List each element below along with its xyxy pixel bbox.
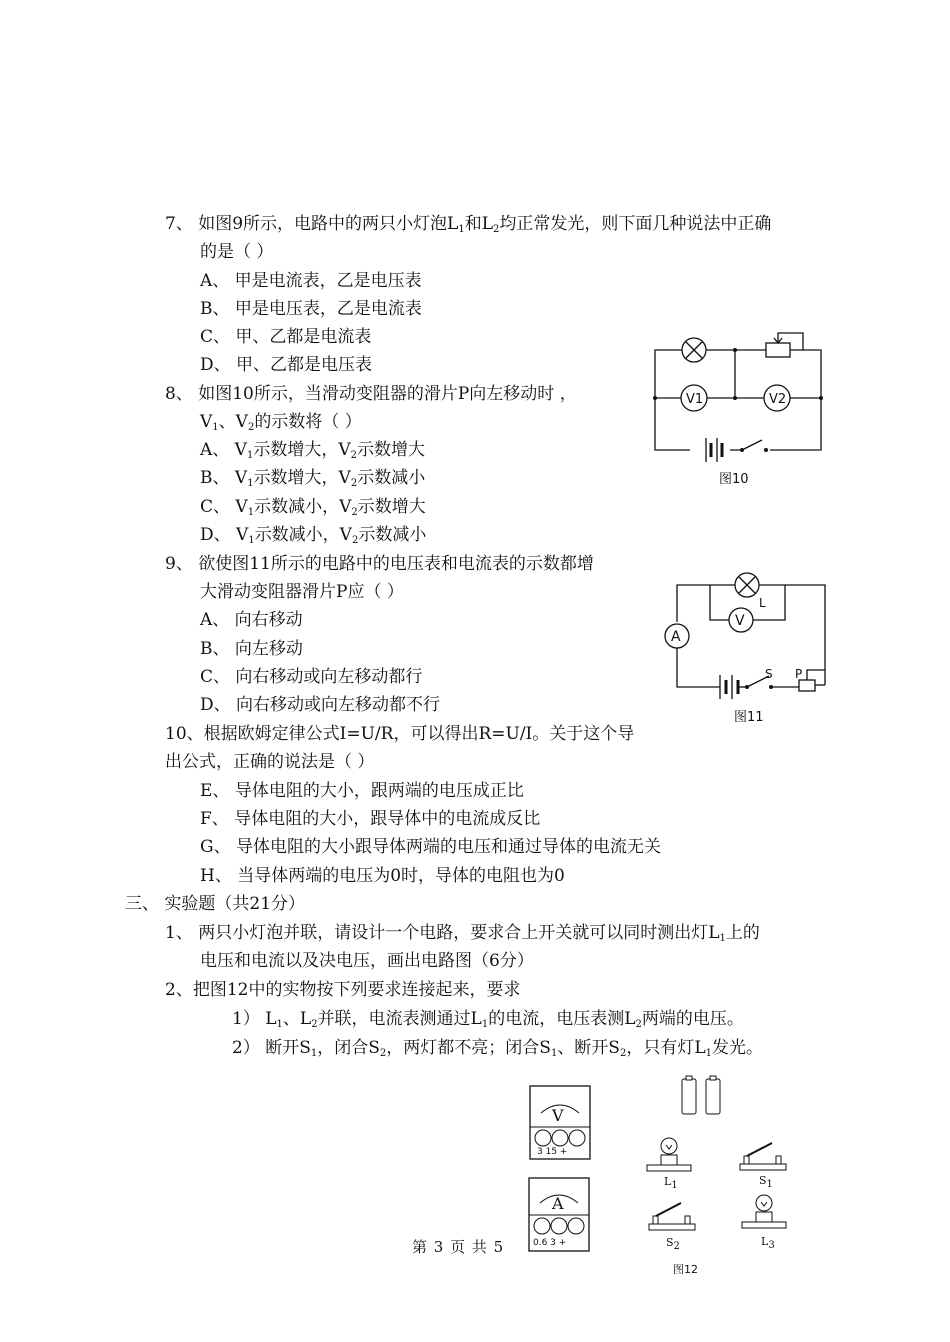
section3-p1-line1: 1、 两只小灯泡并联，请设计一个电路，要求合上开关就可以同时测出灯$L_1$上的 [165,923,760,944]
q8-option-d: D、 $V_1$示数减小，$V_2$示数减小 [200,525,427,546]
q7-option-a: A、 甲是电流表，乙是电压表 [200,271,422,291]
q8-line2: $V_1$、$V_2$的示数将（ ） [200,412,362,433]
section3-title: 三、 实验题（共21分） [125,894,306,914]
ammeter-label: A [552,1194,564,1213]
section3-req1: 1） $L_1$、$L_2$并联，电流表测通过$L_1$的电流，电压表测$L_2$两端的电压。 [232,1009,744,1030]
page-footer: 第 3 页 共 5 [412,1238,505,1256]
section3-p2-line1: 2、把图12中的实物按下列要求连接起来，要求 [165,980,521,1000]
bulb-l3-label: $L_3$ [761,1235,775,1251]
svg-text:V: V [735,613,745,629]
q9-line2: 大滑动变阻器滑片P应（ ） [200,582,404,602]
svg-text:A: A [671,629,681,645]
figure-11-label-S: S [765,667,773,681]
q9-option-b: B、 向左移动 [200,639,303,659]
q10-option-e: E、 导体电阻的大小，跟两端的电压成正比 [200,781,524,801]
q10-option-h: H、 当导体两端的电压为0时，导体的电阻也为0 [200,866,565,886]
q9-option-a: A、 向右移动 [200,610,303,630]
figure-10-circuit [650,330,830,460]
figure-12-caption: 图12 [673,1263,698,1276]
bulb-l3-icon [740,1192,788,1232]
battery-icon [680,1075,722,1115]
ammeter-terminals: 0.6 3 + [533,1238,567,1248]
q10-option-f: F、 导体电阻的大小，跟导体中的电流成反比 [200,809,541,829]
section3-req2: 2） 断开$S_1$，闭合$S_2$，两灯都不亮；闭合$S_1$、断开$S_2$，只有灯$L_1$发光。 [232,1038,764,1059]
q7-option-d: D、 甲、乙都是电压表 [200,355,373,375]
figure-11-label-L: L [759,596,766,610]
q8-option-c: C、 $V_1$示数减小，$V_2$示数增大 [200,497,426,518]
q7-option-b: B、 甲是电压表，乙是电流表 [200,299,422,319]
svg-text:V1: V1 [686,392,704,407]
q8-option-a: A、 $V_1$示数增大，$V_2$示数增大 [200,440,425,461]
q7-line1: 7、 如图9所示，电路中的两只小灯泡$L_1$和$L_2$均正常发光，则下面几种说法中正确 [165,214,772,235]
q9-option-d: D、 向右移动或向左移动都不行 [200,695,441,715]
section3-p1-line2: 电压和电流以及决电压，画出电路图（6分） [200,951,534,971]
q8-option-b: B、 $V_1$示数增大，$V_2$示数减小 [200,468,426,489]
q9-line1: 9、 欲使图11所示的电路中的电压表和电流表的示数都增 [165,554,594,574]
bulb-l1-icon [645,1135,693,1175]
figure-11-label-P: P [795,667,803,681]
voltmeter-label: V [552,1106,564,1125]
q7-line2: 的是（ ） [200,242,274,262]
switch-s1-icon [738,1140,788,1172]
bulb-l1-label: $L_1$ [664,1175,678,1191]
q7-option-c: C、 甲、乙都是电流表 [200,327,372,347]
switch-s2-icon [647,1200,697,1232]
switch-s1-label: $S_1$ [759,1174,773,1190]
q10-line1: 10、根据欧姆定律公式I=U/R，可以得出R=U/I。关于这个导 [165,724,635,744]
q9-option-c: C、 向右移动或向左移动都行 [200,667,423,687]
q10-option-g: G、 导体电阻的大小跟导体两端的电压和通过导体的电流无关 [200,837,661,857]
svg-text:V2: V2 [769,392,787,407]
figure-10-caption: 图10 [719,472,749,487]
switch-s2-label: $S_2$ [666,1236,680,1252]
figure-11-caption: 图11 [734,710,764,725]
figure-11-circuit [665,570,830,695]
q10-line2: 出公式，正确的说法是（ ） [165,752,375,772]
voltmeter-terminals: 3 15 + [537,1147,568,1157]
q8-line1: 8、 如图10所示，当滑动变阻器的滑片P向左移动时 ， [165,384,577,404]
